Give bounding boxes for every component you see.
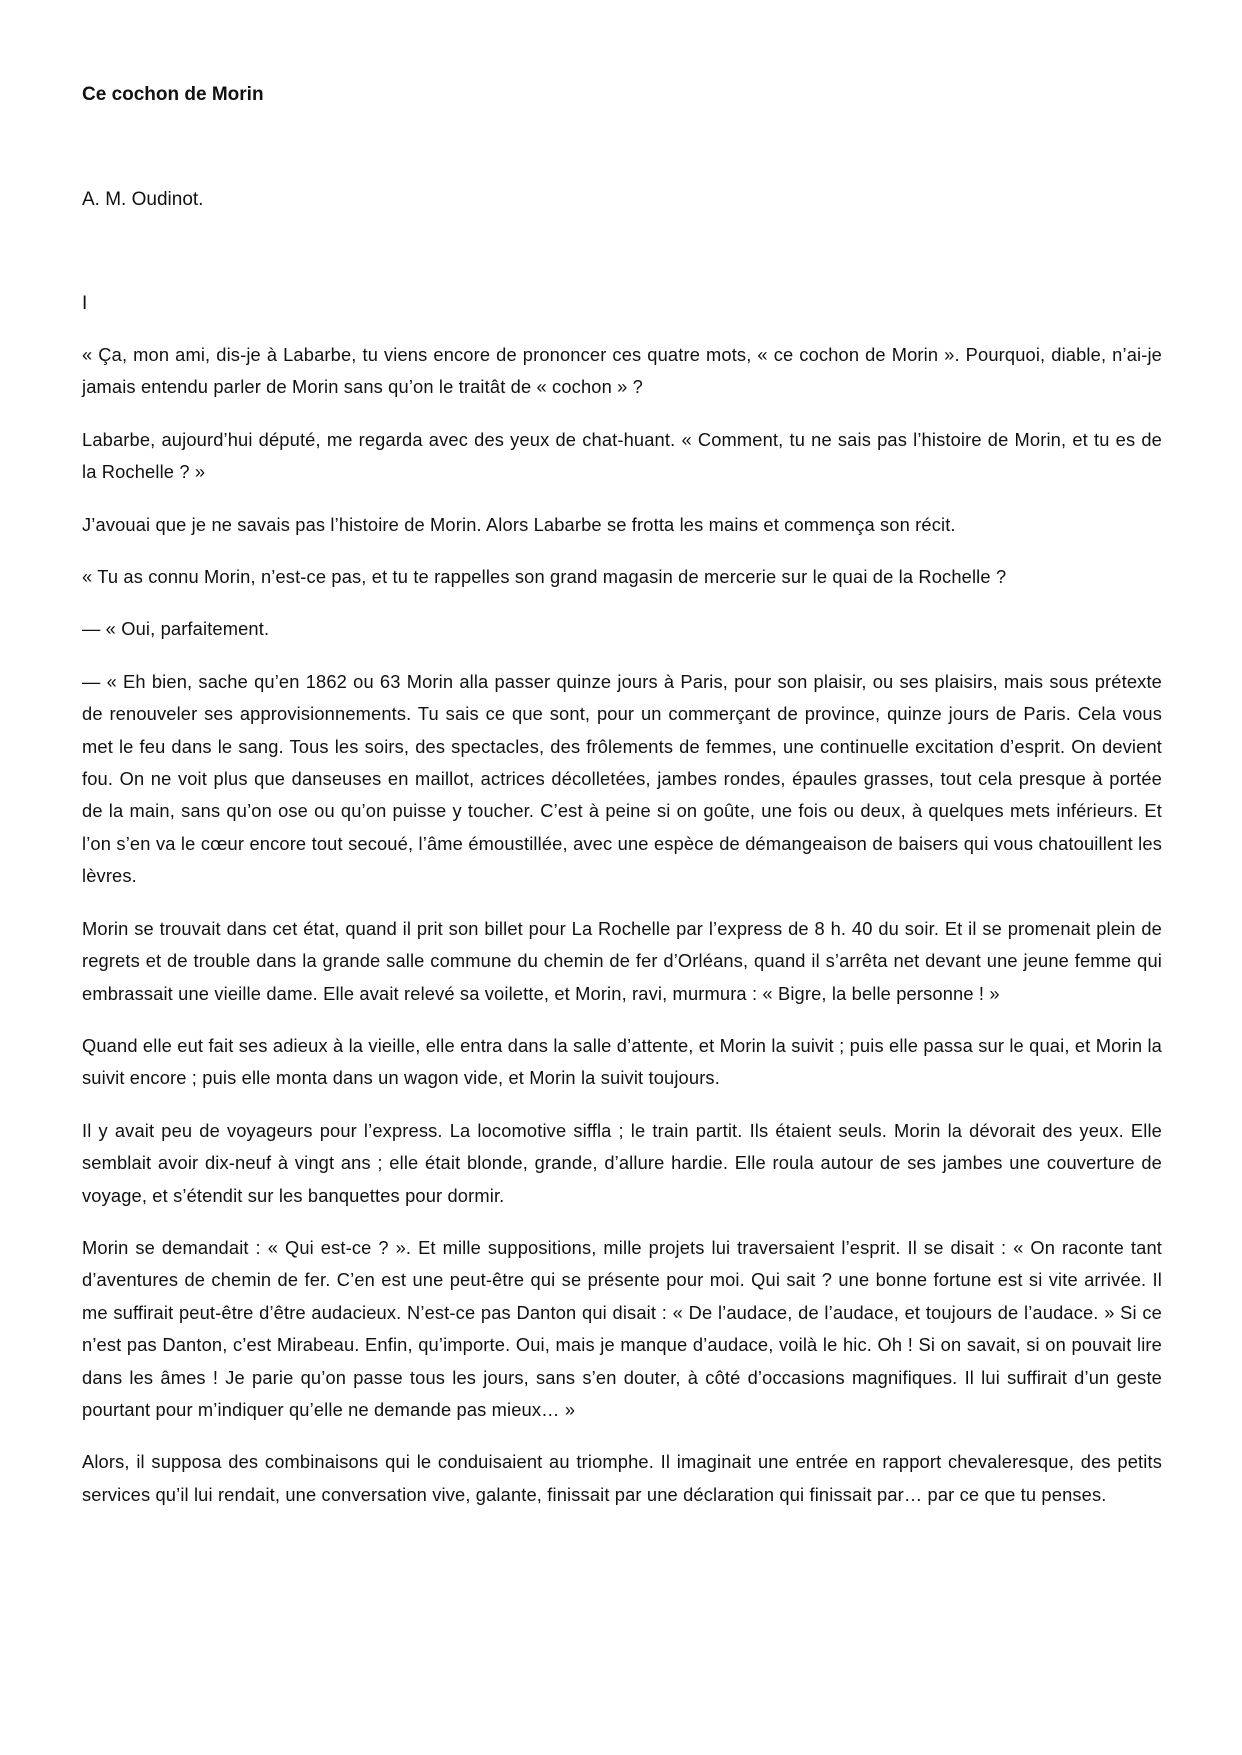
paragraph: Morin se demandait : « Qui est-ce ? ». Et mille suppositions, mille projets lui traversaient l’esprit. Il se disait : « On raconte tant d’aventures de chemin de fer. C’en est une peut-être qui se présente pour moi. Qui sait ? une bonne fortune est si vite arrivée. Il me suffirait peut-être d’être audacieux. N’est-ce pas Danton qui disait : « De l’audace, de l’audace, et toujours de l’audace. » Si ce n’est pas Danton, c’est Mirabeau. Enfin, qu’importe. Oui, mais je manque d’audace, voilà le hic. Oh ! Si on savait, si on pouvait lire dans les âmes ! Je parie qu’on passe tous les jours, sans s’en douter, à côté d’occasions magnifiques. Il lui suffirait d’un geste pourtant pour m’indiquer qu’elle ne demande pas mieux… » [82, 1236, 1162, 1420]
paragraph: J’avouai que je ne savais pas l’histoire de Morin. Alors Labarbe se frotta les mains et commença son récit. [82, 513, 956, 535]
paragraph: — « Eh bien, sache qu’en 1862 ou 63 Morin alla passer quinze jours à Paris, pour son plaisir, ou ses plaisirs, mais sous prétexte de renouveler ses approvisionnements. Tu sais ce que sont, pour un commerçant de province, quinze jours de Paris. Cela vous met le feu dans le sang. Tous les soirs, des spectacles, des frôlements de femmes, une continuelle excitation d’esprit. On devient fou. On ne voit plus que danseuses en maillot, actrices décolletées, jambes rondes, épaules grasses, tout cela presque à portée de la main, sans qu’on ose ou qu’on puisse y toucher. C’est à peine si on goûte, une fois ou deux, à quelques mets inférieurs. Et l’on s’en va le cœur encore tout secoué, l’âme émoustillée, avec une espèce de démangeaison de baisers qui vous chatouillent les lèvres. [82, 670, 1162, 887]
paragraph: « Ça, mon ami, dis-je à Labarbe, tu viens encore de prononcer ces quatre mots, « ce cochon de Morin ». Pourquoi, diable, n’ai-je jamais entendu parler de Morin sans qu’on le traitât de « cochon » ? [82, 344, 1162, 398]
body-text [82, 339, 1162, 1531]
document-page [82, 0, 1162, 1755]
paragraph: Alors, il supposa des combinaisons qui le conduisaient au triomphe. Il imaginait une entrée en rapport chevaleresque, des petits services qu’il lui rendait, une conversation vive, galante, finissait par une déclaration qui finissait par… par ce que tu penses. [82, 1451, 1162, 1505]
paragraph: « Tu as connu Morin, n’est-ce pas, et tu te rappelles son grand magasin de mercerie sur le quai de la Rochelle ? [82, 566, 1007, 588]
dedication: A. M. Oudinot. [82, 189, 204, 210]
paragraph: Morin se trouvait dans cet état, quand il prit son billet pour La Rochelle par l’express de 8 h. 40 du soir. Et il se promenait plein de regrets et de trouble dans la grande salle commune du chemin de fer d’Orléans, quand il s’arrêta net devant une jeune femme qui embrassait une vieille dame. Elle avait relevé sa voilette, et Morin, ravi, murmura : « Bigre, la belle personne ! » [82, 917, 1162, 1004]
paragraph: Labarbe, aujourd’hui député, me regarda avec des yeux de chat-huant. « Comment, tu ne sais pas l’histoire de Morin, et tu es de la Rochelle ? » [82, 428, 1162, 483]
document-title: Ce cochon de Morin [82, 84, 264, 105]
paragraph: — « Oui, parfaitement. [82, 618, 270, 640]
paragraph: Il y avait peu de voyageurs pour l’express. La locomotive siffla ; le train partit. Ils étaient seuls. Morin la dévorait des yeux. Elle semblait avoir dix-neuf à vingt ans ; elle était blonde, grande, d’allure hardie. Elle roula autour de ses jambes une couverture de voyage, et s’étendit sur les banquettes pour dormir. [82, 1119, 1162, 1206]
paragraph: Quand elle eut fait ses adieux à la vieille, elle entra dans la salle d’attente, et Morin la suivit ; puis elle passa sur le quai, et Morin la suivit encore ; puis elle monta dans un wagon vide, et Morin la suivit toujours. [82, 1034, 1162, 1089]
chapter-number: I [82, 293, 88, 314]
